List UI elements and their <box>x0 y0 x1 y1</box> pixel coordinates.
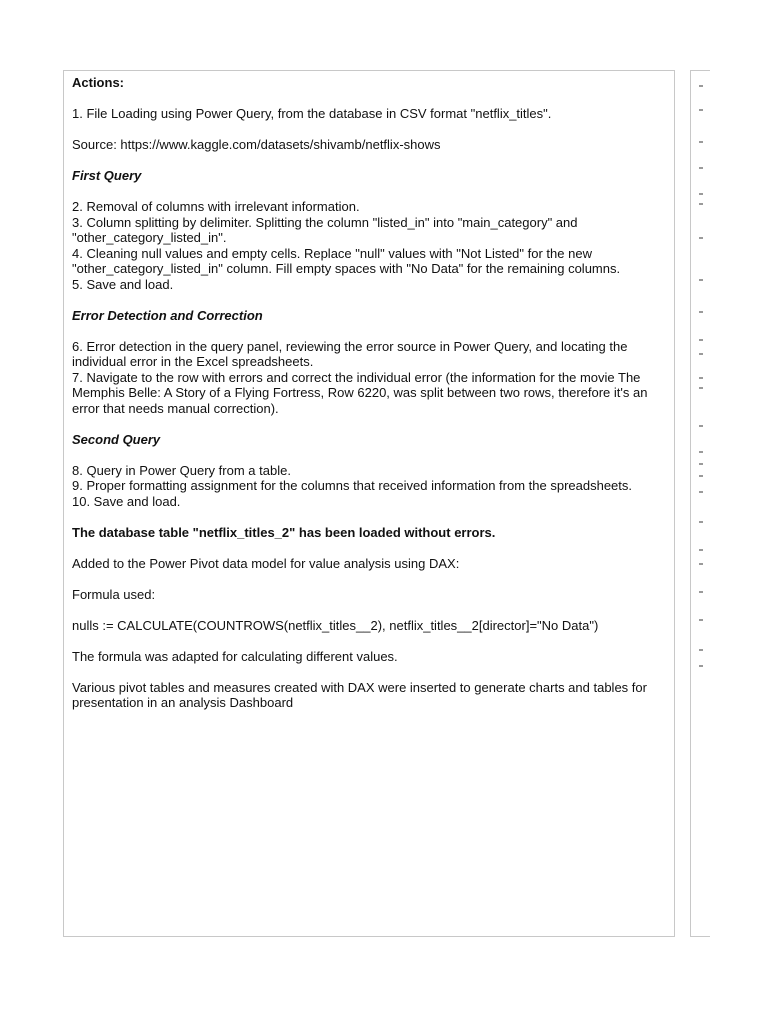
step-4: 4. Cleaning null values and empty cells. Replace "null" values with "Not Listed" for the new "other_category_listed_in" column. Fill empty spaces with "No Data" for the remaining columns. <box>72 245 621 276</box>
clipped-text-fragment <box>699 425 703 427</box>
clipped-text-fragment <box>699 141 703 143</box>
formula-text: nulls := CALCULATE(COUNTROWS(netflix_titles__2), netflix_titles__2[director]="No Data") <box>72 617 599 633</box>
clipped-text-fragment <box>699 591 703 593</box>
source-line: Source: https://www.kaggle.com/datasets/shivamb/netflix-shows <box>72 137 441 152</box>
step-8: 8. Query in Power Query from a table. <box>72 462 291 478</box>
step-6: 6. Error detection in the query panel, reviewing the error source in Power Query, and locating the individual error in the Excel spreadsheets. <box>72 338 628 369</box>
closing-paragraph: Various pivot tables and measures created with DAX were inserted to generate charts and tables for presentation in an analysis Dashboard <box>72 679 647 710</box>
clipped-text-fragment <box>699 311 703 313</box>
formula-label: Formula used: <box>72 586 156 602</box>
clipped-text-fragment <box>699 377 703 379</box>
step-3: 3. Column splitting by delimiter. Splitting the column "listed_in" into "main_category" and "other_category_listed_in". <box>72 214 578 245</box>
clipped-text-fragment <box>699 109 703 111</box>
step-10: 10. Save and load. <box>72 493 181 509</box>
step-7: 7. Navigate to the row with errors and correct the individual error (the information for the movie The Memphis Belle: A Story of a Flying Fortress, Row 6220, was split between two rows, therefore it's an error that needs manual correction). <box>72 369 648 416</box>
clipped-text-fragment <box>699 85 703 87</box>
clipped-text-fragment <box>699 619 703 621</box>
clipped-text-fragment <box>699 387 703 389</box>
clipped-text-fragment <box>699 563 703 565</box>
clipped-text-fragment <box>699 475 703 477</box>
clipped-text-fragment <box>699 521 703 523</box>
clipped-text-fragment <box>699 339 703 341</box>
clipped-text-fragment <box>699 649 703 651</box>
loaded-statement: The database table "netflix_titles_2" has been loaded without errors. <box>72 524 496 540</box>
actions-heading: Actions: <box>72 75 124 90</box>
clipped-text-fragment <box>699 665 703 667</box>
clipped-text-fragment <box>699 193 703 195</box>
second-query-title: Second Query <box>72 431 161 447</box>
step-2: 2. Removal of columns with irrelevant information. <box>72 199 360 214</box>
clipped-text-fragment <box>699 353 703 355</box>
clipped-text-fragment <box>699 237 703 239</box>
first-query-title: First Query <box>72 168 142 183</box>
clipped-text-fragment <box>699 491 703 493</box>
clipped-text-fragment <box>699 279 703 281</box>
error-detection-title: Error Detection and Correction <box>72 307 263 323</box>
clipped-text-fragment <box>699 463 703 465</box>
text-box-secondary-clipped <box>690 70 710 937</box>
formula-note: The formula was adapted for calculating different values. <box>72 648 398 664</box>
clipped-text-fragment <box>699 549 703 551</box>
power-pivot-line: Added to the Power Pivot data model for value analysis using DAX: <box>72 555 460 571</box>
step-5: 5. Save and load. <box>72 276 174 292</box>
clipped-text-fragment <box>699 167 703 169</box>
clipped-text-fragment <box>699 203 703 205</box>
step-9: 9. Proper formatting assignment for the columns that received information from the spreadsheets. <box>72 478 632 493</box>
step-1: 1. File Loading using Power Query, from the database in CSV format "netflix_titles". <box>72 106 552 121</box>
text-box-main <box>63 70 675 937</box>
clipped-text-fragment <box>699 451 703 453</box>
